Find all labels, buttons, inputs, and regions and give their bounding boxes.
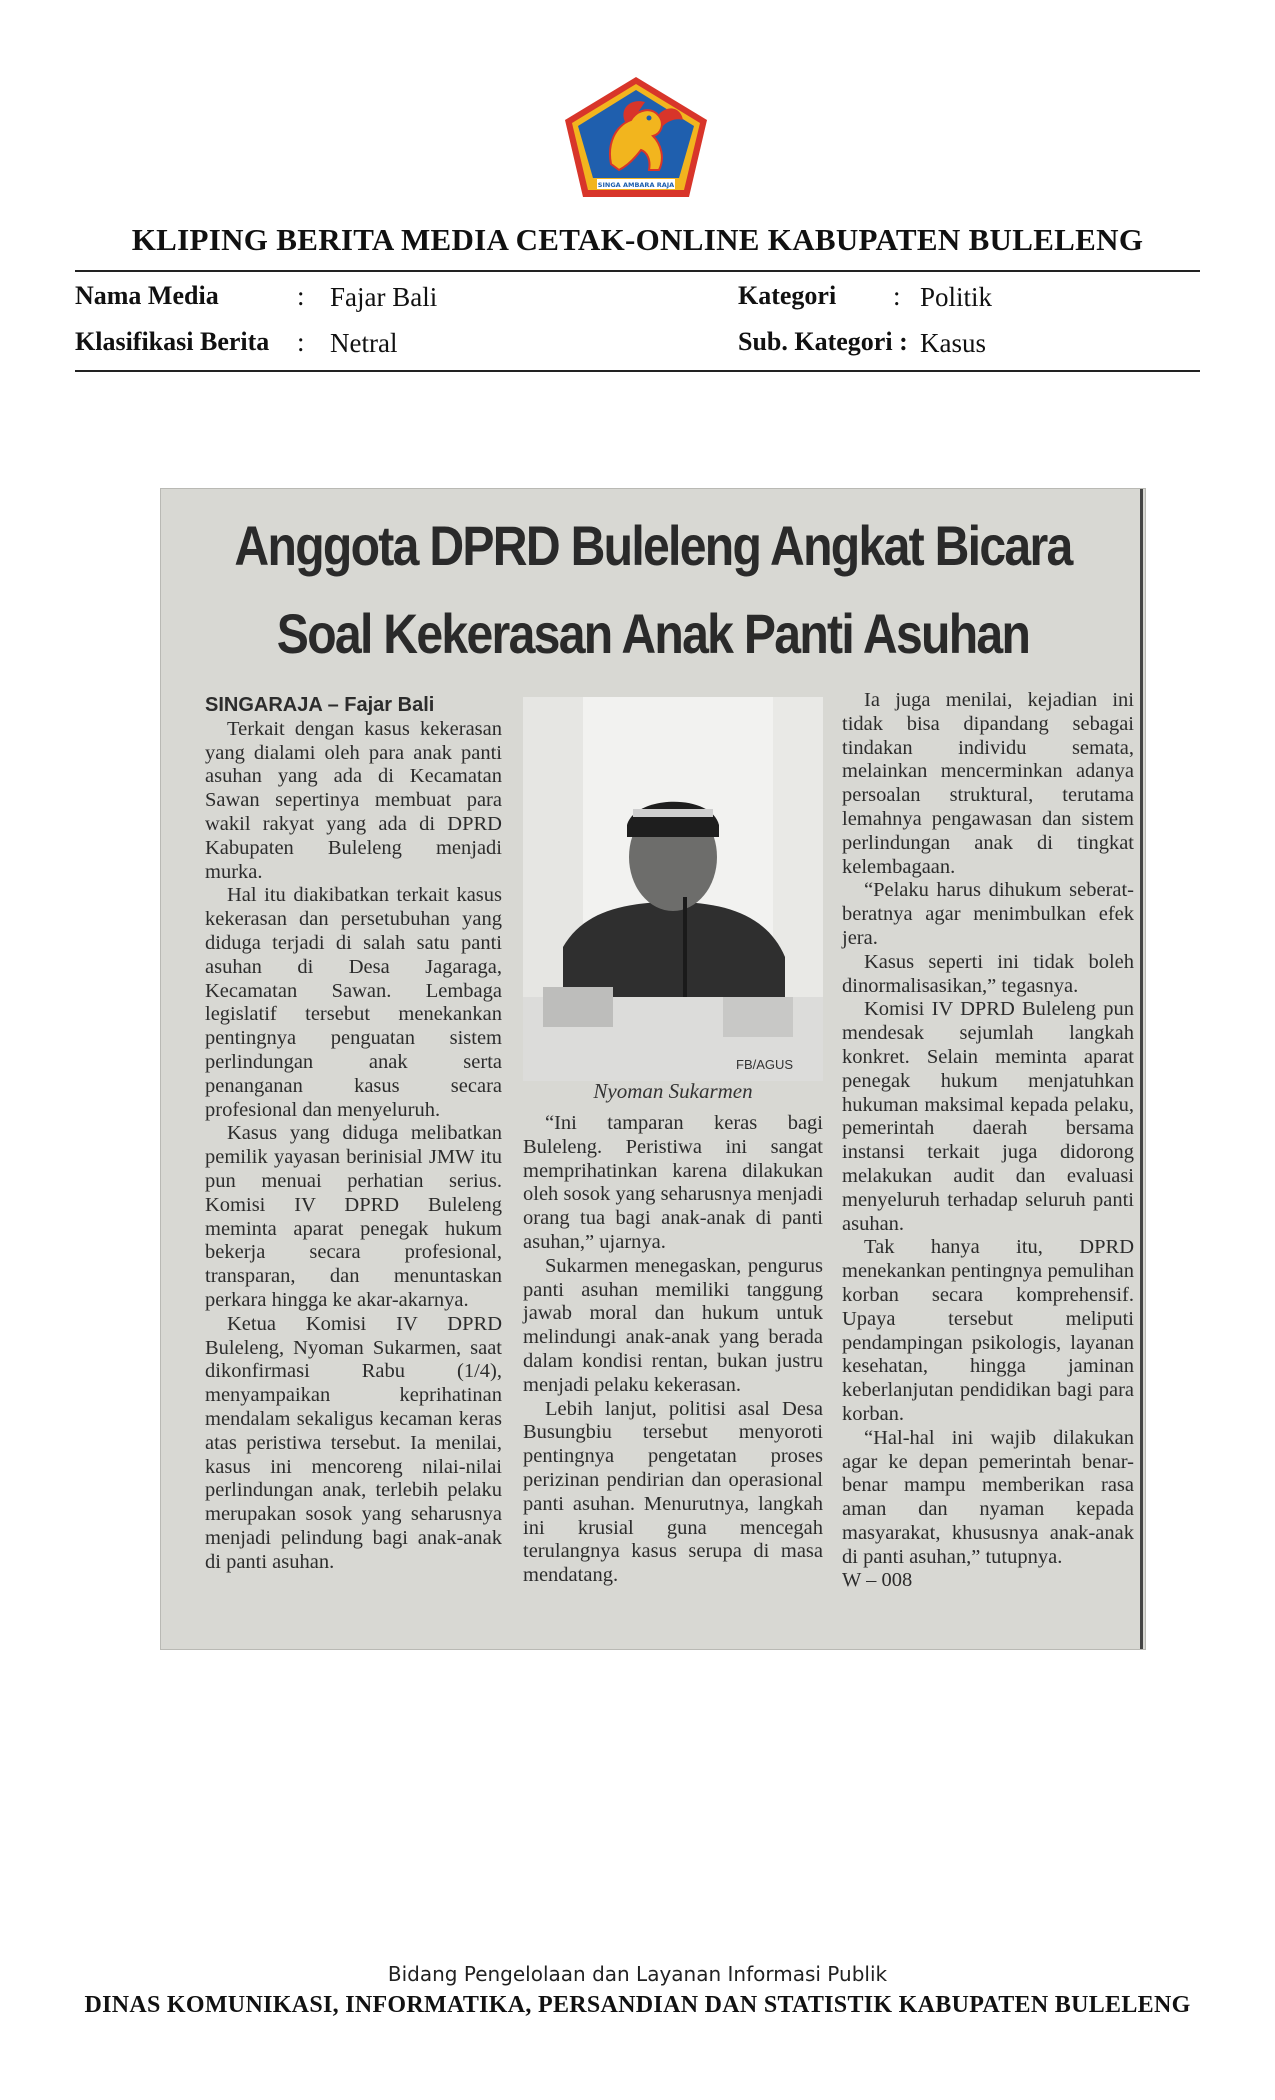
paragraph: Kasus seperti ini tidak boleh dinormalisasikan,” tegasnya. [842,950,1134,997]
footer-agency: DINAS KOMUNIKASI, INFORMATIKA, PERSANDIAN DAN STATISTIK KABUPATEN BULELENG [84,1992,1191,2018]
header-rule-bottom [75,370,1200,372]
article-column-1 [205,694,502,1574]
paragraph: Hal itu diakibatkan terkait kasus kekerasan dan persetubuhan yang diduga terjadi di salah satu panti asuhan di Desa Jagaraga, Kecamatan Sawan. Lembaga legislatif tersebut menekankan pentingnya penguatan sistem perlindungan anak serta penanganan kasus secara profesional dan menyeluruh. [205,884,502,1121]
category-colon: : [893,281,901,311]
paragraph: “Pelaku harus dihukum seberat-beratnya agar menimbulkan efek jera. [842,879,1134,949]
newspaper-clipping [160,488,1146,1650]
headline-line-2: Soal Kekerasan Anak Panti Asuhan [276,602,1030,665]
paragraph: Tak hanya itu, DPRD menekankan pentingnya pemulihan korban secara komprehensif. Upaya tersebut meliputi pendampingan psikologis, layanan kesehatan, hingga jaminan keberlanjutan pendidikan bagi para korban. [842,1236,1134,1425]
photo-caption: Nyoman Sukarmen [593,1079,753,1103]
logo-motto: SINGA AMBARA RAJA [597,181,675,189]
signature: W – 008 [842,1569,913,1592]
paragraph: “Ini tamparan keras bagi Buleleng. Peristiwa ini sangat memprihatinkan karena dilakukan oleh sosok yang seharusnya menjadi orang tua bagi anak-anak di panti asuhan,” ujarnya. [523,1112,823,1253]
paragraph: Komisi IV DPRD Buleleng pun mendesak sejumlah langkah konkret. Selain meminta aparat penegak hukum menjatuhkan hukuman maksimal kepada pelaku, pemerintah daerah bersama instansi terkait juga didorong melakukan audit dan evaluasi menyeluruh terhadap seluruh panti asuhan. [842,998,1134,1235]
clipping-edge [1140,489,1143,1649]
headline-line-1: Anggota DPRD Buleleng Angkat Bicara [234,514,1072,577]
paragraph: Lebih lanjut, politisi asal Desa Busungbiu tersebut menyoroti pentingnya pengetatan proses perizinan pendirian dan operasional panti asuhan. Menurutnya, langkah ini krusial guna mencegah terulangnya kasus serupa di masa mendatang. [523,1397,823,1587]
paragraph: Ketua Komisi IV DPRD Buleleng, Nyoman Sukarmen, saat dikonfirmasi Rabu (1/4), menyampaikan keprihatinan mendalam sekaligus kecaman keras atas peristiwa tersebut. Ia menilai, kasus ini mencoreng nilai-nilai perlindungan anak, terlebih pelaku merupakan sosok yang seharusnya menjadi pelindung bagi anak-anak di panti asuhan. [205,1312,502,1573]
footer-division: Bidang Pengelolaan dan Layanan Informasi Publik [387,1962,888,1986]
category-value: Politik [920,282,993,312]
classification-colon: : [297,327,305,357]
buleleng-emblem [561,74,711,200]
document-title: KLIPING BERITA MEDIA CETAK-ONLINE KABUPATEN BULELENG [131,222,1144,257]
subcategory-value: Kasus [920,328,986,358]
article-column-2 [523,1112,823,1588]
media-label: Nama Media [75,281,219,310]
classification-value: Netral [330,328,398,358]
paragraph: Kasus yang diduga melibatkan pemilik yayasan berinisial JMW itu pun menuai perhatian serius. Komisi IV DPRD Buleleng meminta aparat penegak hukum bekerja secara profesional, transparan, dan menuntaskan perkara hingga ke akar-akarnya. [205,1122,502,1311]
paragraph: Ia juga menilai, kejadian ini tidak bisa dipandang sebagai tindakan individu semata, melainkan mencerminkan adanya persoalan struktural, terutama lemahnya pengawasan dan sistem perlindungan anak di tingkat kelembagaan. [842,689,1134,878]
article-photo [523,697,823,1081]
subcategory-label: Sub. Kategori : [738,327,908,356]
paragraph: Terkait dengan kasus kekerasan yang dialami oleh para anak panti asuhan yang ada di Kecamatan Sawan sepertinya membuat para wakil rakyat yang ada di DPRD Kabupaten Buleleng menjadi murka. [205,717,502,883]
media-colon: : [297,281,305,311]
photo-illustration [523,697,823,1081]
header-rule-top [75,270,1200,272]
category-label: Kategori [738,281,837,310]
paragraph: Sukarmen menegaskan, pengurus panti asuhan memiliki tanggung jawab moral dan hukum untuk melindungi anak-anak yang berada dalam kondisi rentan, bukan justru menjadi pelaku kekerasan. [523,1254,823,1396]
dateline: SINGARAJA – Fajar Bali [205,694,435,716]
media-value: Fajar Bali [330,282,438,312]
paragraph: “Hal-hal ini wajib dilakukan agar ke depan pemerintah benar-benar mampu memberikan rasa aman dan nyaman kepada masyarakat, khususnya anak-anak di panti asuhan,” tutupnya. [842,1426,1134,1568]
photo-credit: FB/AGUS [736,1057,794,1072]
article-column-3 [842,689,1134,1593]
classification-label: Klasifikasi Berita [75,327,270,356]
